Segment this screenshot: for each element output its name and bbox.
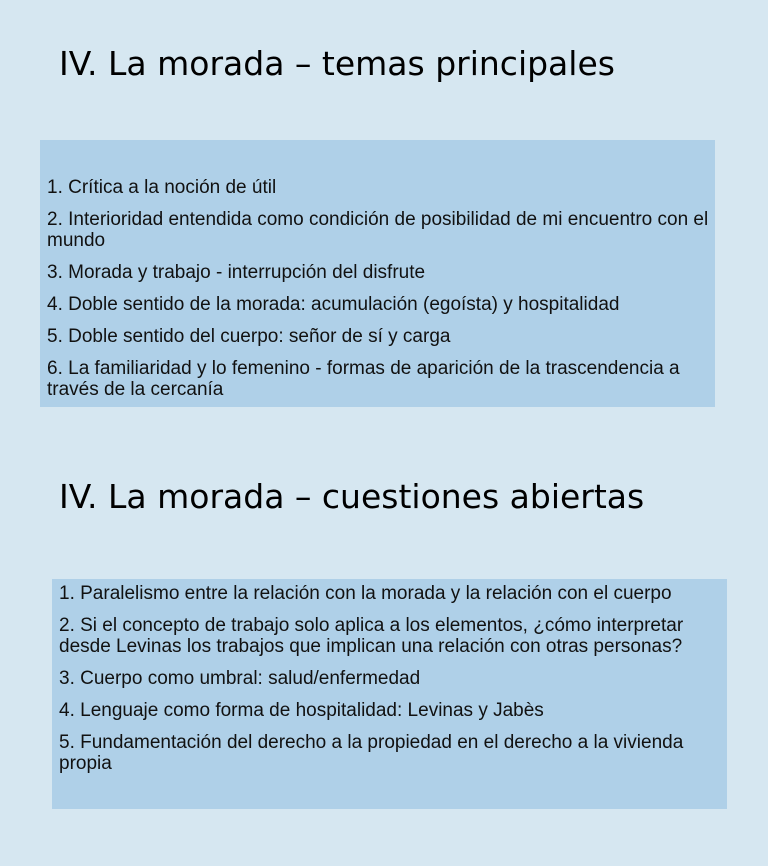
list-item: 5. Doble sentido del cuerpo: señor de sí y carga <box>47 326 451 347</box>
section-title-temas-principales: IV. La morada – temas principales <box>59 44 615 83</box>
list-item: 5. Fundamentación del derecho a la propiedad en el derecho a la vivienda propia <box>59 732 684 774</box>
cuestiones-abiertas-box <box>52 579 727 809</box>
cuestiones-abiertas-list <box>59 583 719 774</box>
list-item: 4. Lenguaje como forma de hospitalidad: Levinas y Jabès <box>59 700 544 721</box>
list-item: 4. Doble sentido de la morada: acumulación (egoísta) y hospitalidad <box>47 294 620 315</box>
list-item: 1. Paralelismo entre la relación con la morada y la relación con el cuerpo <box>59 583 672 604</box>
temas-principales-box <box>40 140 715 407</box>
section-title-cuestiones-abiertas: IV. La morada – cuestiones abiertas <box>59 477 645 516</box>
list-item: 2. Si el concepto de trabajo solo aplica a los elementos, ¿cómo interpretar desde Levinas los trabajos que implican una relación con otras personas? <box>59 615 684 657</box>
list-item: 3. Morada y trabajo - interrupción del disfrute <box>47 262 426 283</box>
list-item: 2. Interioridad entendida como condición de posibilidad de mi encuentro con el mundo <box>47 209 709 251</box>
temas-principales-list <box>47 177 709 400</box>
list-item: 1. Crítica a la noción de útil <box>47 177 277 198</box>
list-item: 6. La familiaridad y lo femenino - formas de aparición de la trascendencia a través de la cercanía <box>47 358 680 400</box>
list-item: 3. Cuerpo como umbral: salud/enfermedad <box>59 668 421 689</box>
